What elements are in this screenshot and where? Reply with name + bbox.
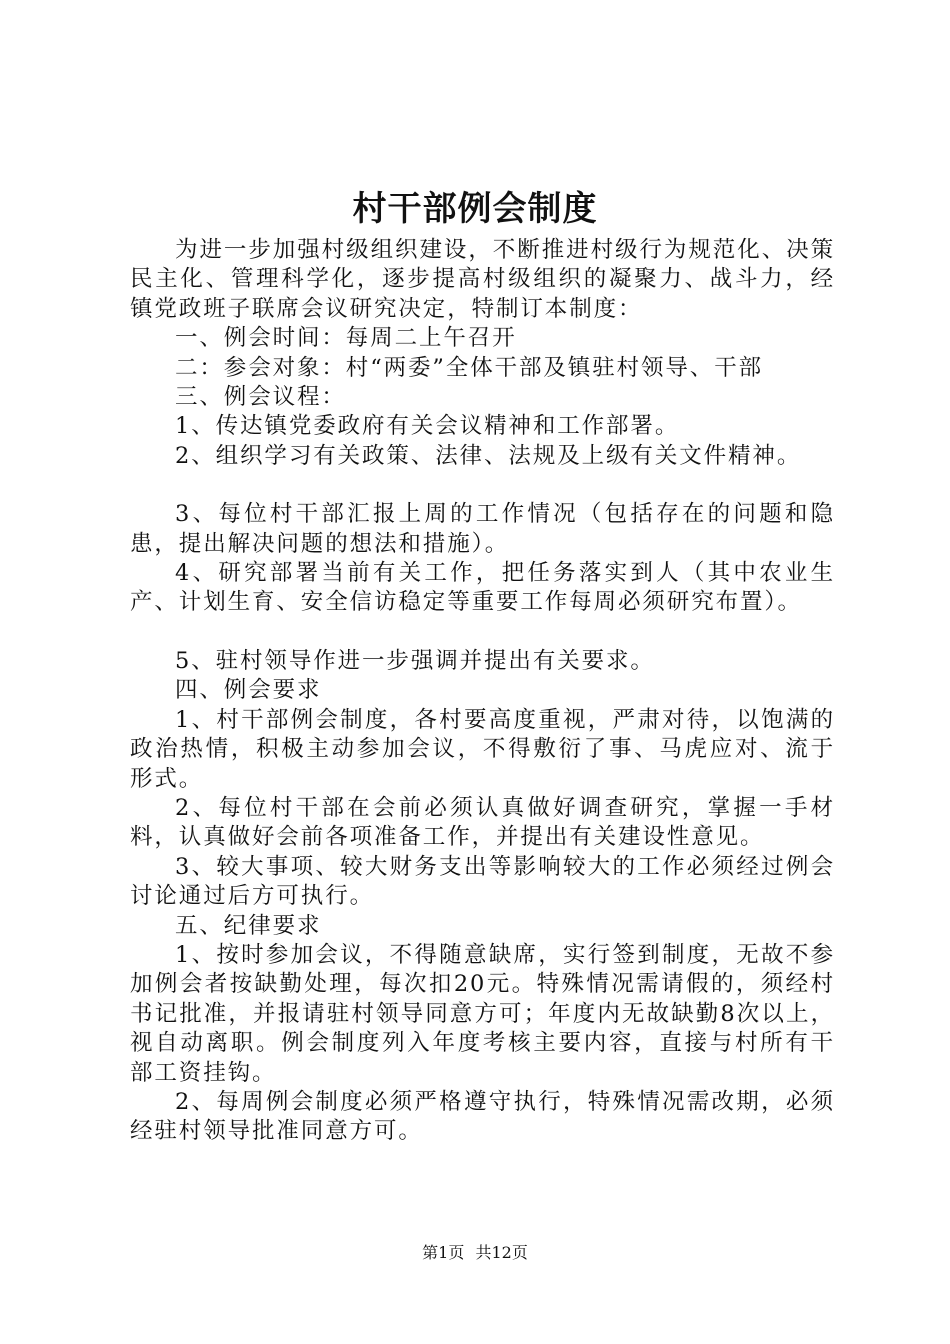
document-title: 村干部例会制度 xyxy=(352,189,598,229)
page-total: 共12页 xyxy=(475,1243,528,1262)
requirement-item-3: 3、较大事项、较大财务支出等影响较大的工作必须经过例会讨论通过后方可执行。 xyxy=(130,853,835,910)
agenda-item-2: 2、组织学习有关政策、法律、法规及上级有关文件精神。 xyxy=(175,442,802,469)
agenda-item-1: 1、传达镇党委政府有关会议精神和工作部署。 xyxy=(175,413,680,440)
agenda-item-3: 3、每位村干部汇报上周的工作情况（包括存在的问题和隐患，提出解决问题的想法和措施）。 xyxy=(130,501,835,557)
meeting-time-item: 一、例会时间：每周二上午召开 xyxy=(175,325,517,352)
agenda-heading: 三、例会议程： xyxy=(175,384,346,411)
agenda-item-5: 5、驻村领导作进一步强调并提出有关要求。 xyxy=(175,647,655,674)
requirement-item-2: 2、每位村干部在会前必须认真做好调查研究，掌握一手材料，认真做好会前各项准备工作，并提出有关建设性意见。 xyxy=(130,794,835,851)
requirements-heading: 四、例会要求 xyxy=(175,677,322,704)
page-footer xyxy=(0,1243,950,1263)
discipline-item-1: 1、按时参加会议，不得随意缺席，实行签到制度，无故不参加例会者按缺勤处理，每次扣20元。特殊情况需请假的，须经村书记批准，并报请驻村领导同意方可；年度内无故缺勤8次以上，视自动离职。例会制度列入年度考核主要内容，直接与村所有干部工资挂钩。 xyxy=(130,941,835,1086)
requirement-item-1: 1、村干部例会制度，各村要高度重视，严肃对待，以饱满的政治热情，积极主动参加会议，不得敷衍了事、马虎应对、流于形式。 xyxy=(130,706,835,792)
discipline-item-2: 2、每周例会制度必须严格遵守执行，特殊情况需改期，必须经驻村领导批准同意方可。 xyxy=(130,1088,835,1145)
agenda-item-4: 4、研究部署当前有关工作，把任务落实到人（其中农业生产、计划生育、安全信访稳定等重要工作每周必须研究布置）。 xyxy=(130,560,835,616)
discipline-heading: 五、纪律要求 xyxy=(175,912,322,939)
page-number: 第1页 xyxy=(422,1243,465,1262)
document-body xyxy=(130,236,835,1147)
intro-paragraph: 为进一步加强村级组织建设，不断推进村级行为规范化、决策民主化、管理科学化，逐步提高村级组织的凝聚力、战斗力，经镇党政班子联席会议研究决定，特制订本制度： xyxy=(130,237,835,322)
attendees-item: 二：参会对象：村“两委”全体干部及镇驻村领导、干部 xyxy=(175,354,764,381)
